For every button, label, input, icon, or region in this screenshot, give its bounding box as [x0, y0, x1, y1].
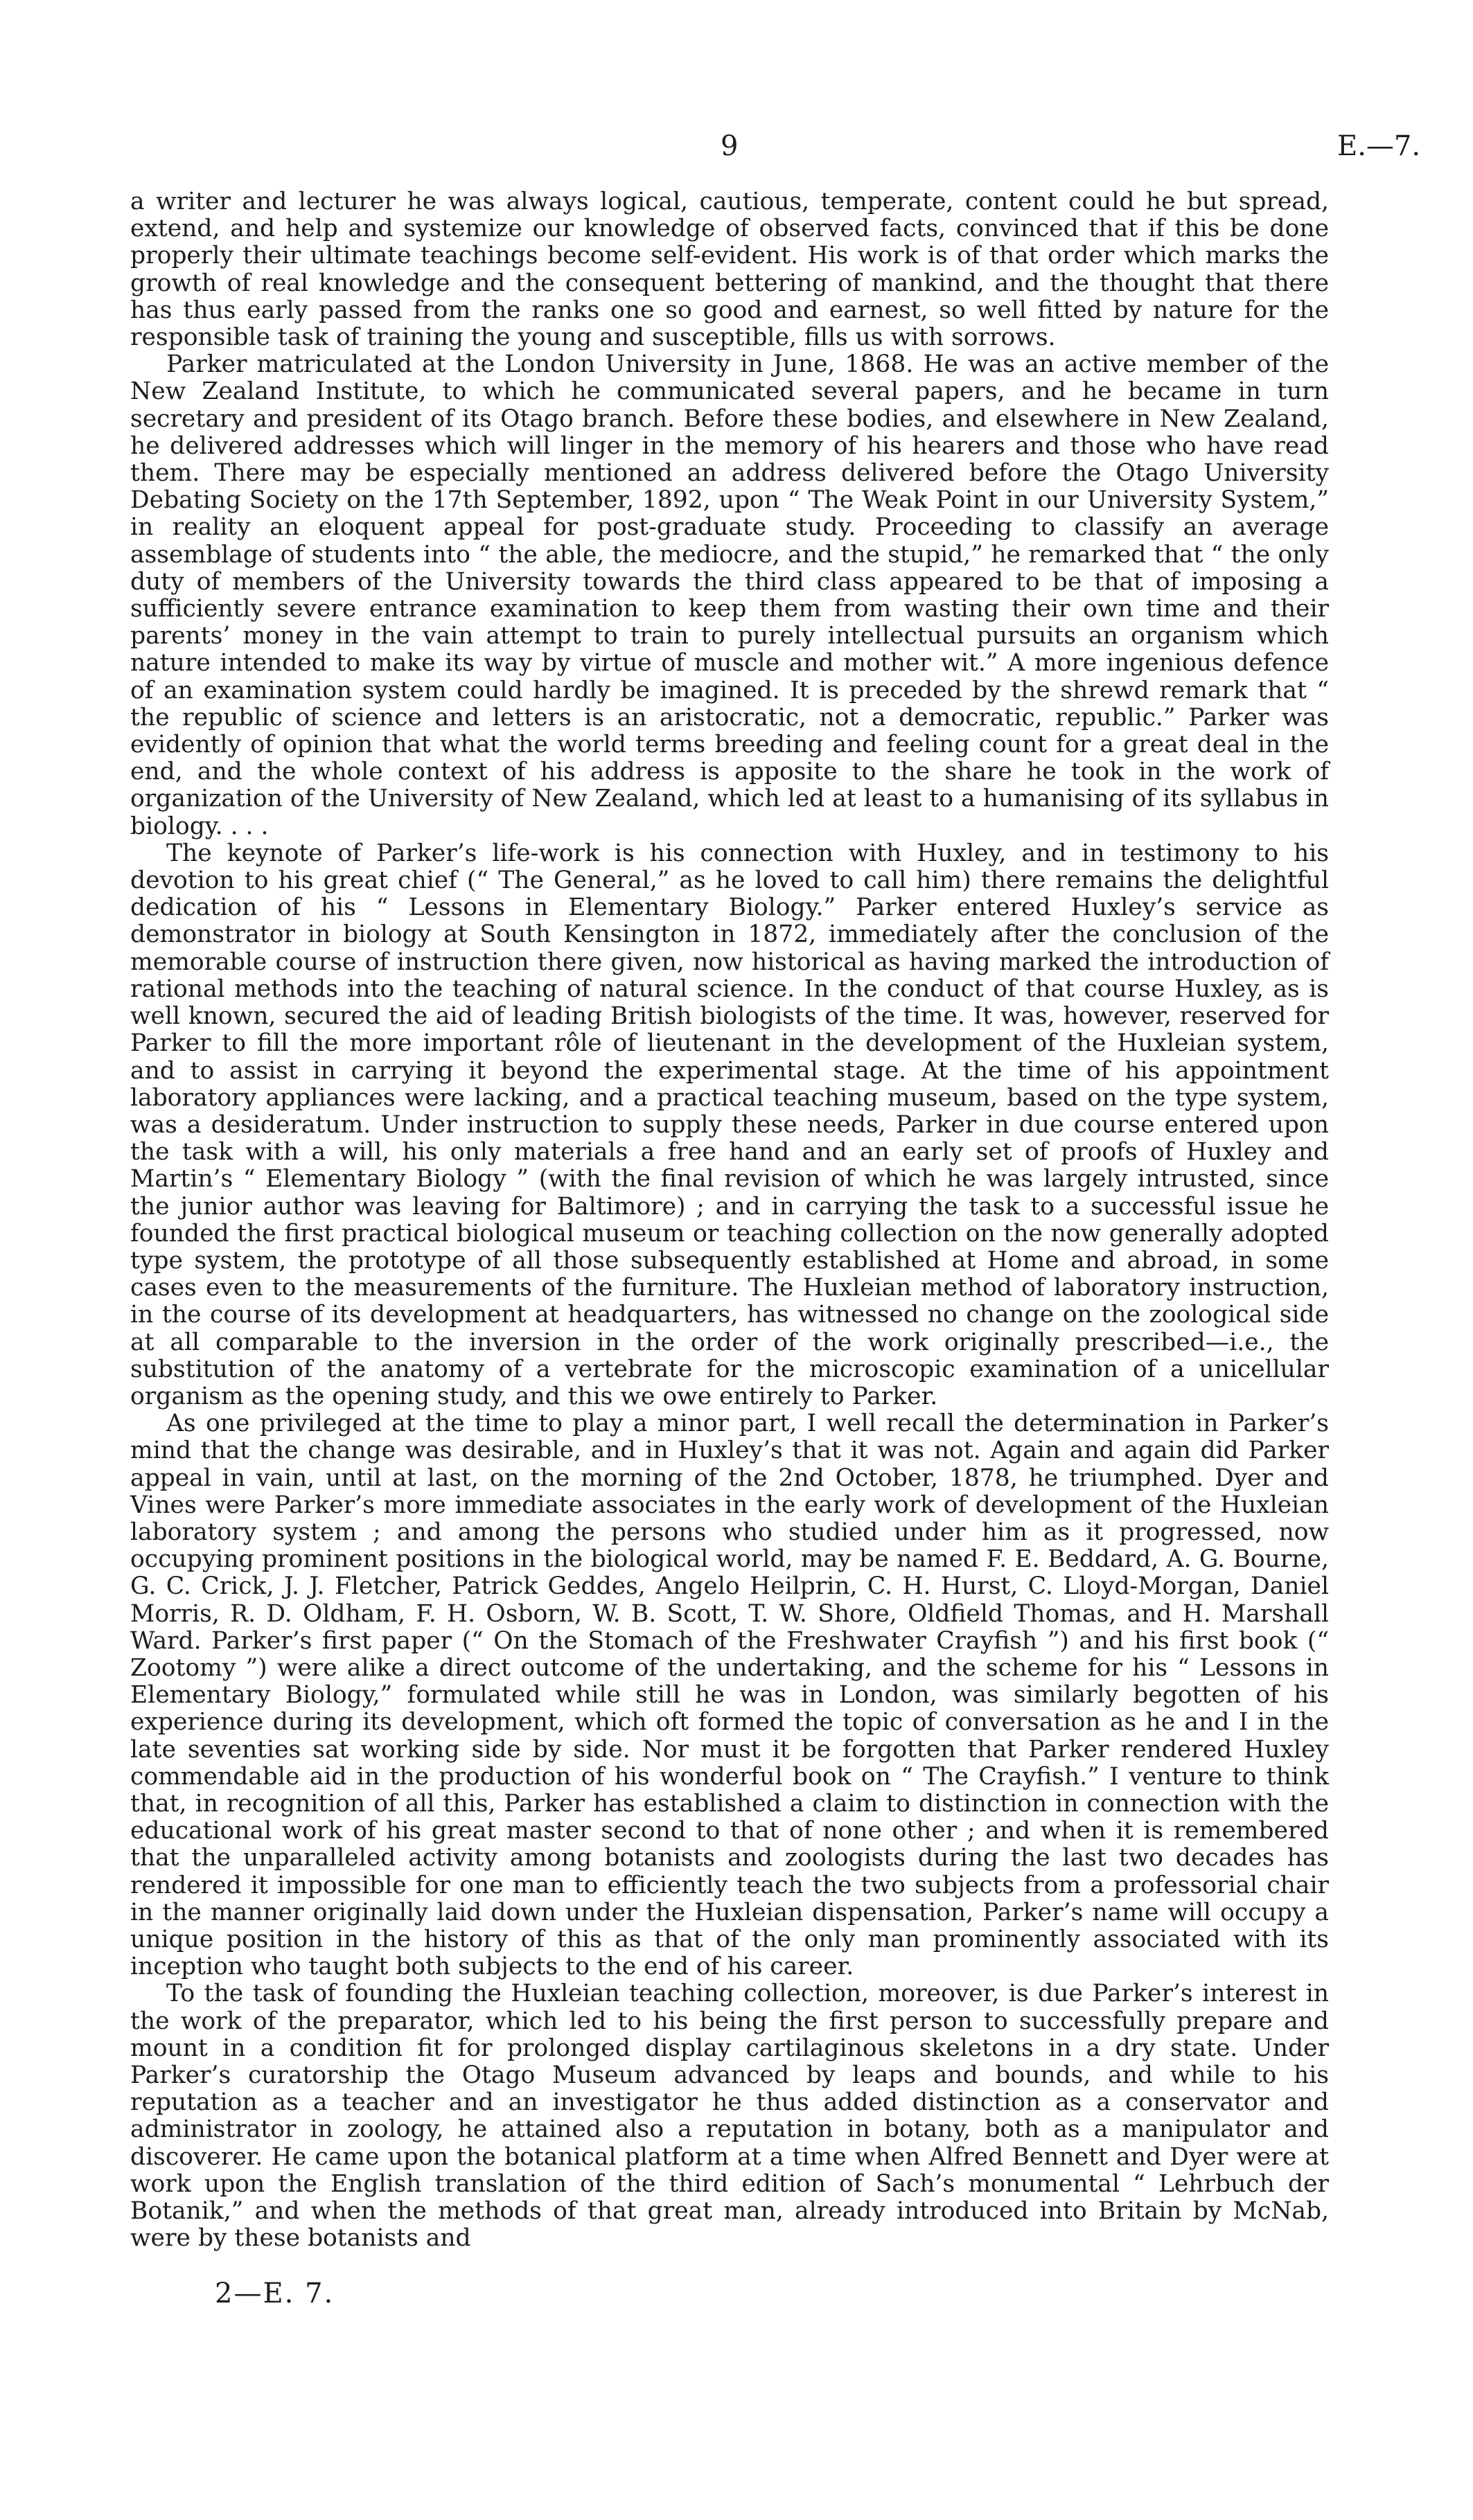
document-reference: E.—7. — [1337, 130, 1421, 162]
paragraph-5: To the task of founding the Huxleian teaching collection, moreover, is due Parker’s interest in the work of the preparator, which led to his being the first person to successfully prepare and mount in a condition fit for prolonged display cartilaginous skeletons in a dry state. Under Parker’s curatorship the Otago Museum advanced by leaps and bounds, and while to his reputation as a teacher and an investigator he thus added distinction as a conservator and administrator in zoology, he attained also a reputation in botany, both as a manipulator and discoverer. He came upon the botanical platform at a time when Alfred Bennett and Dyer were at work upon the English translation of the third edition of Sach’s monumental “ Lehrbuch der Botanik,” and when the methods of that great man, already introduced into Britain by McNab, were by these botanists and — [130, 1980, 1329, 2253]
page-header — [0, 130, 1473, 172]
paragraph-4: As one privileged at the time to play a minor part, I well recall the determination in Parker’s mind that the change was desirable, and in Huxley’s that it was not. Again and again did Parker appeal in vain, until at last, on the morning of the 2nd October, 1878, he triumphed. Dyer and Vines were Parker’s more immediate associates in the early work of development of the Huxleian laboratory system ; and among the persons who studied under him as it progressed, now occupying prominent positions in the biological world, may be named F. E. Beddard, A. G. Bourne, G. C. Crick, J. J. Fletcher, Patrick Geddes, Angelo Heilprin, C. H. Hurst, C. Lloyd-Morgan, Daniel Morris, R. D. Oldham, F. H. Osborn, W. B. Scott, T. W. Shore, Oldfield Thomas, and H. Marshall Ward. Parker’s first paper (“ On the Stomach of the Freshwater Crayfish ”) and his first book (“ Zootomy ”) were alike a direct outcome of the undertaking, and the scheme for his “ Lessons in Elementary Biology,” formulated while still he was in London, was similarly begotten of his experience during its development, which oft formed the topic of conversation as he and I in the late seventies sat working side by side. Nor must it be forgotten that Parker rendered Huxley commendable aid in the production of his wonderful book on “ The Crayfish.” I venture to think that, in recognition of all this, Parker has established a claim to distinction in connection with the educational work of his great master second to that of none other ; and when it is remembered that the unparalleled activity among botanists and zoologists during the last two decades has rendered it impossible for one man to efficiently teach the two subjects from a professorial chair in the manner originally laid down under the Huxleian dispensation, Parker’s name will occupy a unique position in the history of this as that of the only man prominently associated with its inception who taught both subjects to the end of his career. — [130, 1410, 1329, 1981]
paragraph-3: The keynote of Parker’s life-work is his connection with Huxley, and in testimony to his devotion to his great chief (“ The General,” as he loved to call him) there remains the delightful dedication of his “ Lessons in Elementary Biology.” Parker entered Huxley’s service as demonstrator in biology at South Kensington in 1872, immediately after the conclusion of the memorable course of instruction there given, now historical as having marked the introduction of rational methods into the teaching of natural science. In the conduct of that course Huxley, as is well known, secured the aid of leading British biologists of the time. It was, however, reserved for Parker to fill the more important rôle of lieutenant in the development of the Huxleian system, and to assist in carrying it beyond the experimental stage. At the time of his appointment laboratory appliances were lacking, and a practical teaching museum, based on the type system, was a desideratum. Under instruction to supply these needs, Parker in due course entered upon the task with a will, his only materials a free hand and an early set of proofs of Huxley and Martin’s “ Elementary Biology ” (with the final revision of which he was largely intrusted, since the junior author was leaving for Baltimore) ; and in carrying the task to a successful issue he founded the first practical biological museum or teaching collection on the now generally adopted type system, the prototype of all those subsequently established at Home and abroad, in some cases even to the measurements of the furniture. The Huxleian method of laboratory instruction, in the course of its development at headquarters, has witnessed no change on the zoological side at all comparable to the inversion in the order of the work originally prescribed—i.e., the substitution of the anatomy of a vertebrate for the microscopic examination of a unicellular organism as the opening study, and this we owe entirely to Parker. — [130, 839, 1329, 1410]
signature-mark: 2—E. 7. — [215, 2278, 335, 2309]
body-text — [130, 188, 1329, 2252]
page-number: 9 — [721, 130, 739, 162]
paragraph-2: Parker matriculated at the London University in June, 1868. He was an active member of the New Zealand Institute, to which he communicated several papers, and he became in turn secretary and president of its Otago branch. Before these bodies, and elsewhere in New Zealand, he delivered addresses which will linger in the memory of his hearers and those who have read them. There may be especially mentioned an address delivered before the Otago University Debating Society on the 17th September, 1892, upon “ The Weak Point in our University System,” in reality an eloquent appeal for post-graduate study. Proceeding to classify an average assemblage of students into “ the able, the mediocre, and the stupid,” he remarked that “ the only duty of members of the University towards the third class appeared to be that of imposing a sufficiently severe entrance examination to keep them from wasting their own time and their parents’ money in the vain attempt to train to purely intellectual pursuits an organism which nature intended to make its way by virtue of muscle and mother wit.” A more ingenious defence of an examination system could hardly be imagined. It is preceded by the shrewd remark that “ the republic of science and letters is an aristocratic, not a democratic, republic.” Parker was evidently of opinion that what the world terms breeding and feeling count for a great deal in the end, and the whole context of his address is apposite to the share he took in the work of organization of the University of New Zealand, which led at least to a humanising of its syllabus in biology. . . . — [130, 351, 1329, 840]
paragraph-1: a writer and lecturer he was always logical, cautious, temperate, content could he but spread, extend, and help and systemize our knowledge of observed facts, convinced that if this be done properly their ultimate teachings become self-evident. His work is of that order which marks the growth of real knowledge and the consequent bettering of mankind, and the thought that there has thus early passed from the ranks one so good and earnest, so well fitted by nature for the responsible task of training the young and susceptible, fills us with sorrows. — [130, 188, 1329, 352]
